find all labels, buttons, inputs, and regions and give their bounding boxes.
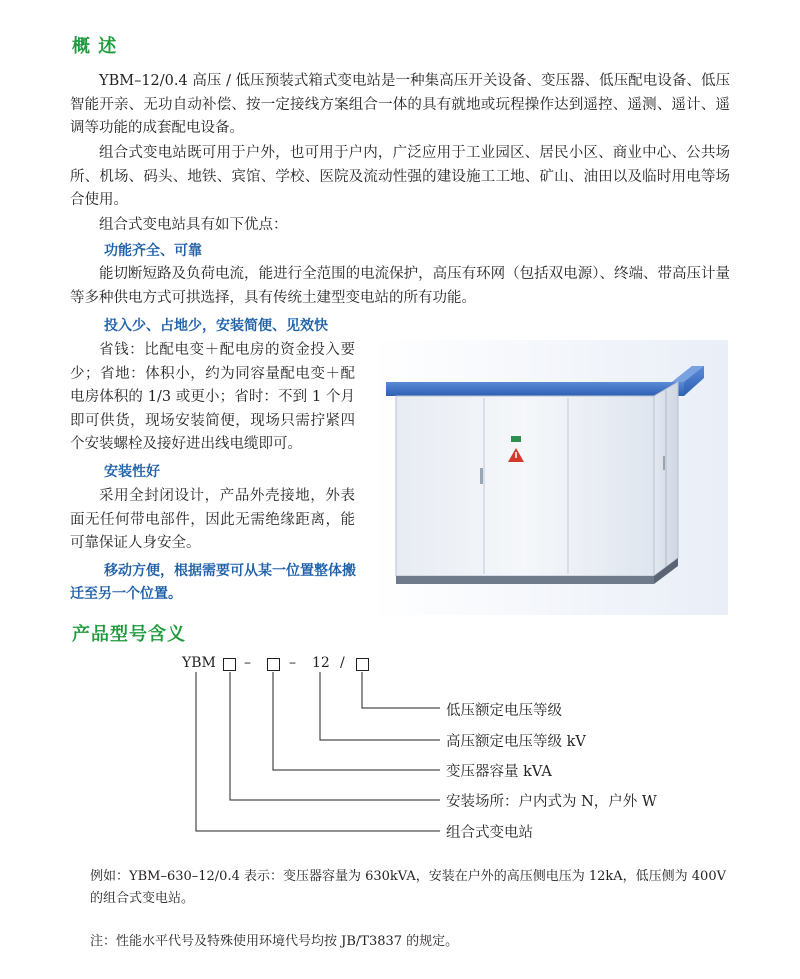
model-dash-2: – xyxy=(289,655,296,671)
model-label-substation: 组合式变电站 xyxy=(446,825,533,841)
example-note: 例如：YBM–630–12/0.4 表示：变压器容量为 630kVA，安装在户外的高压侧电压为 12kA，低压侧为 400V 的组合式变电站。 xyxy=(90,869,726,906)
overview-paragraph-1: YBM–12/0.4 高压 / 低压预装式箱式变电站是一种集高压开关设备、变压器、低压配电设备、低压智能开亲、无功自动补偿、按一定接线方案组合一体的具有就地或玩程操作达到遥控、遥测、遥计、遥调等功能的成套配电设备。 xyxy=(70,73,730,136)
overview-paragraph-2: 组合式变电站既可用于户外，也可用于户内，广泛应用于工业园区、居民小区、商业中心、公共场所、机场、码头、地铁、宾馆、学校、医院及流动性强的建设施工工地、矿山、油田以及临时用电等场合使用。 xyxy=(70,145,730,208)
model-code-prefix: YBM xyxy=(182,655,216,671)
advantage-text-3: 采用全封闭设计，产品外壳接地，外表面无任何带电部件，因此无需绝缘距离，能可靠保证人身安全。 xyxy=(70,488,355,551)
advantage-heading-2: 投入少、占地少，安装简便、见效快 xyxy=(104,318,328,334)
remark-note: 注：性能水平代号及特殊使用环境代号均按 JB/T3837 的规定。 xyxy=(90,934,459,949)
advantage-heading-4: 移动方便，根据需要可从某一位置整体搬迁至另一个位置。 xyxy=(70,563,356,602)
advantage-text-1: 能切断短路及负荷电流，能进行全范围的电流保护，高压有环网（包括双电源）、终端、带高压计量等多种供电方式可拱选择，具有传统土建型变电站的所有功能。 xyxy=(70,266,730,306)
model-title: 产品型号含义 xyxy=(72,624,186,645)
model-label-low-voltage: 低压额定电压等级 xyxy=(446,703,562,719)
model-label-high-voltage: 高压额定电压等级 kV xyxy=(446,734,586,750)
advantage-text-2: 省钱：比配电变＋配电房的资金投入要少；省地：体积小，约为同容量配电变＋配电房体积的 1/3 或更小；省时：不到 1 个月即可供货，现场安装简便，现场只需拧紧四个安装螺栓及接好进出线电缆即可。 xyxy=(70,342,355,452)
model-label-location: 安装场所：户内式为 N，户外 W xyxy=(446,794,657,810)
model-slash: / xyxy=(340,655,345,671)
overview-title: 概 述 xyxy=(72,36,118,57)
advantage-heading-3: 安装性好 xyxy=(104,464,160,480)
model-label-capacity: 变压器容量 kVA xyxy=(446,764,552,780)
model-dash-1: – xyxy=(244,655,251,671)
advantage-heading-1: 功能齐全、可靠 xyxy=(104,243,202,259)
overview-paragraph-3: 组合式变电站具有如下优点： xyxy=(99,217,288,233)
model-voltage: 12 xyxy=(312,655,330,671)
